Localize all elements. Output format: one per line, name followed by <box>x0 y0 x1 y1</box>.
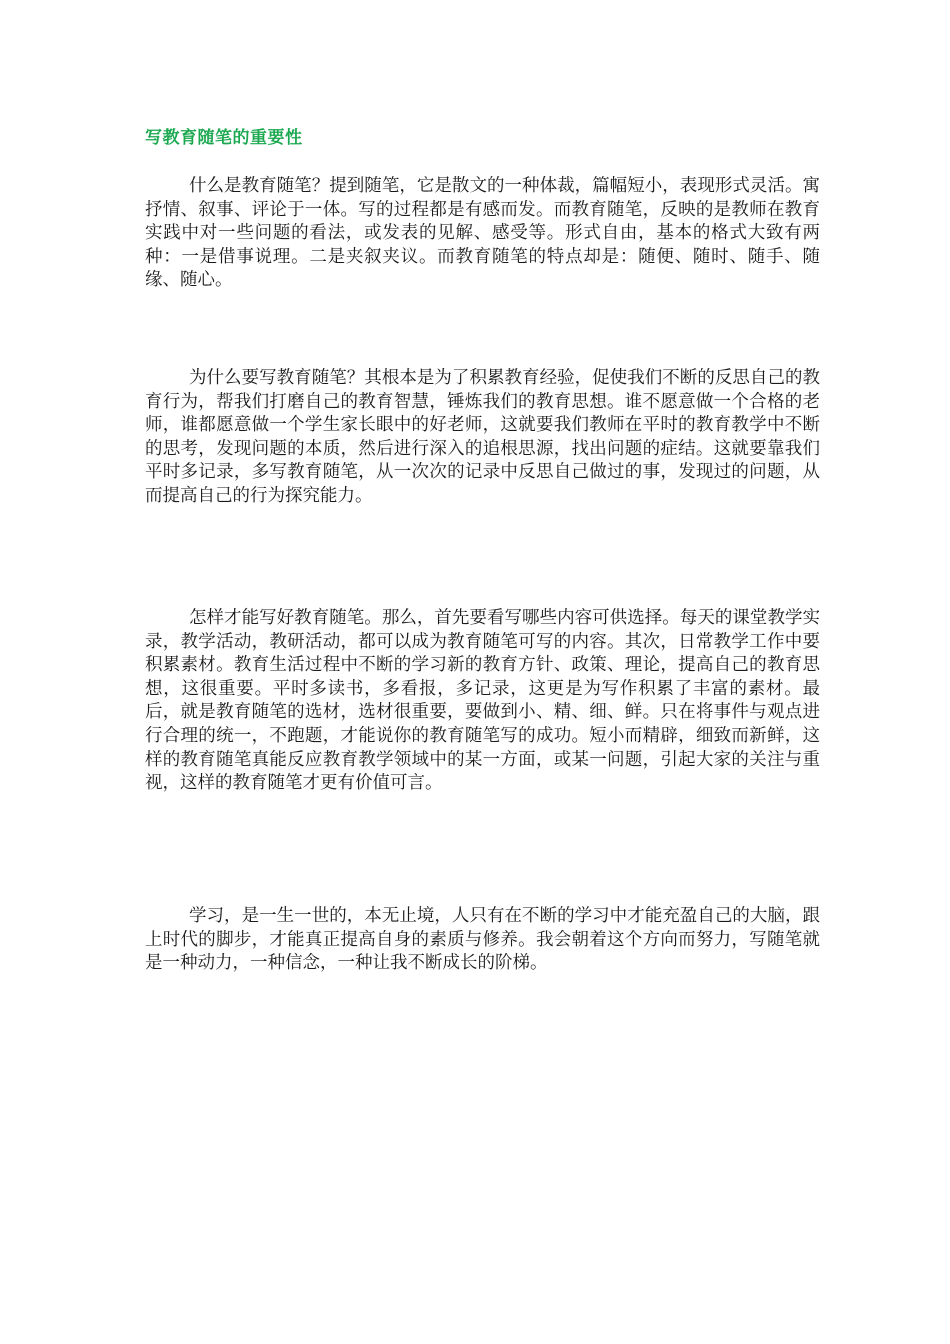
paragraph-what-is-essay: 什么是教育随笔？提到随笔，它是散文的一种体裁，篇幅短小，表现形式灵活。寓抒情、叙事、评论于一体。写的过程都是有感而发。而教育随笔，反映的是教师在教育实践中对一些问题的看法，或发表的见解、感受等。形式自由，基本的格式大致有两种：一是借事说理。二是夹叙夹议。而教育随笔的特点却是：随便、随时、随手、随缘、随心。 <box>145 176 820 291</box>
paragraph-conclusion: 学习，是一生一世的，本无止境，人只有在不断的学习中才能充盈自己的大脑，跟上时代的脚步，才能真正提高自身的素质与修养。我会朝着这个方向而努力，写随笔就是一种动力，一种信念，一种让我不断成长的阶梯。 <box>145 906 820 974</box>
paragraph-how-to-write-essay: 怎样才能写好教育随笔。那么，首先要看写哪些内容可供选择。每天的课堂教学实录，教学活动，教研活动，都可以成为教育随笔可写的内容。其次，日常教学工作中要积累素材。教育生活过程中不断的学习新的教育方针、政策、理论，提高自己的教育思想，这很重要。平时多读书，多看报，多记录，这更是为写作积累了丰富的素材。最后，就是教育随笔的选材，选材很重要，要做到小、精、细、鲜。只在将事件与观点进行合理的统一，不跑题，才能说你的教育随笔写的成功。短小而精辟，细致而新鲜，这样的教育随笔真能反应教育教学领域中的某一方面，或某一问题，引起大家的关注与重视，这样的教育随笔才更有价值可言。 <box>145 608 820 794</box>
document-title: 写教育随笔的重要性 <box>145 128 303 148</box>
paragraph-why-write-essay: 为什么要写教育随笔？其根本是为了积累教育经验，促使我们不断的反思自己的教育行为，帮我们打磨自己的教育智慧，锤炼我们的教育思想。谁不愿意做一个合格的老师，谁都愿意做一个学生家长眼中的好老师，这就要我们教师在平时的教育教学中不断的思考，发现问题的本质，然后进行深入的追根思源，找出问题的症结。这就要靠我们平时多记录，多写教育随笔，从一次次的记录中反思自己做过的事，发现过的问题，从而提高自己的行为探究能力。 <box>145 368 820 506</box>
document-page <box>145 0 820 1344</box>
